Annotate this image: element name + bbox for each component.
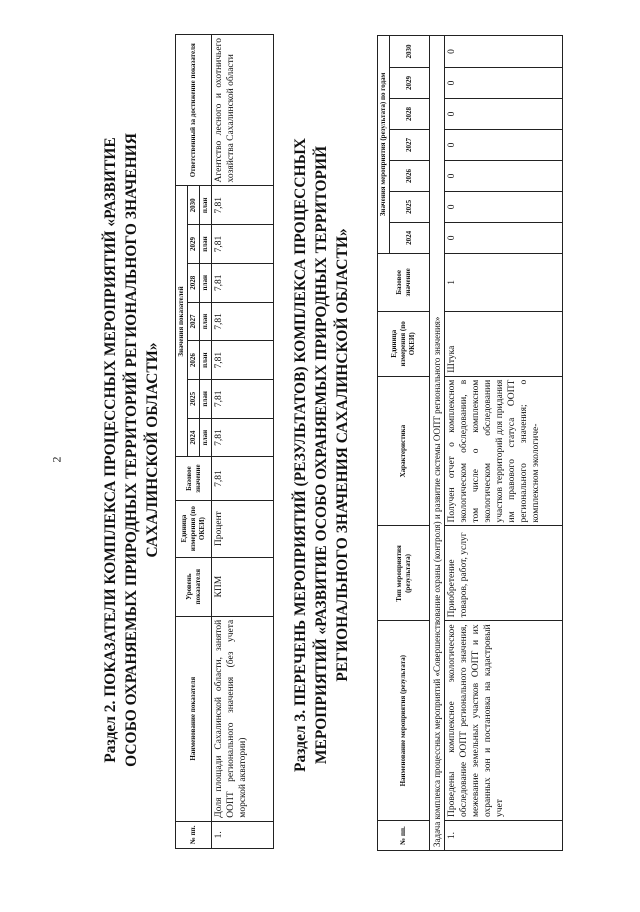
indicator-name: Доля площади Сахалинской области, занятой ООПТ регионального значения (без учета морской акватории) (212, 616, 274, 821)
value-2030: 0 (445, 36, 563, 68)
col-characteristic: Характеристика (378, 376, 430, 526)
col-values-group: Значения показателей (176, 186, 188, 457)
year-2025: 2025 (390, 191, 430, 222)
year-2024: 2024 (188, 418, 200, 457)
value-2025: 7,81 (212, 380, 274, 419)
indicator-level: КПМ (212, 557, 274, 616)
year-2030: 2030 (188, 186, 200, 225)
plan-label: план (200, 225, 212, 264)
year-2025: 2025 (188, 380, 200, 419)
year-2027: 2027 (188, 302, 200, 341)
plan-label: план (200, 380, 212, 419)
year-2024: 2024 (390, 222, 430, 253)
table-row (445, 36, 563, 851)
value-2026: 0 (445, 160, 563, 191)
section-3-title: Раздел 3. ПЕРЕЧЕНЬ МЕРОПРИЯТИЙ (РЕЗУЛЬТАТОВ) КОМПЛЕКСА ПРОЦЕССНЫХ МЕРОПРИЯТИЙ «РАЗВИТИЕ ОСОБО ОХРАНЯЕМЫХ ПРИРОДНЫХ ТЕРРИТОРИЙ РЕГИОНАЛЬНОГО ЗНАЧЕНИЯ САХАЛИНСКОЙ ОБЛАСТИ» (292, 138, 351, 773)
year-2030: 2030 (390, 36, 430, 68)
col-activity-name: Наименование мероприятия (результата) (378, 621, 430, 821)
year-2029: 2029 (390, 68, 430, 99)
page-number: 2 (49, 456, 64, 463)
year-2027: 2027 (390, 130, 430, 161)
activity-characteristic: Получен отчет о комплексном экологическом обследовании, в том числе о комплексном экологическом обследовании участков территорий для придания им правового статуса ООПТ регионального значения; о комплексном экологиче- (445, 376, 563, 526)
col-base-value: Базовое значение (176, 457, 212, 500)
value-2029: 7,81 (212, 225, 274, 264)
indicator-base: 7,81 (212, 457, 274, 500)
row-num: 1. (212, 821, 274, 848)
value-2029: 0 (445, 68, 563, 99)
col-num: № пп. (378, 821, 430, 851)
plan-label: план (200, 186, 212, 225)
col-activity-type: Тип мероприятия (результата) (378, 526, 430, 621)
plan-label: план (200, 302, 212, 341)
activities-table (377, 35, 563, 851)
value-2027: 7,81 (212, 302, 274, 341)
value-2024: 0 (445, 222, 563, 253)
task-row (430, 36, 445, 851)
col-indicator-name: Наименование показателя (176, 616, 212, 821)
year-2026: 2026 (188, 341, 200, 380)
year-2029: 2029 (188, 225, 200, 264)
value-2026: 7,81 (212, 341, 274, 380)
indicator-unit: Процент (212, 500, 274, 557)
value-2024: 7,81 (212, 418, 274, 457)
activity-base: 1 (445, 253, 563, 311)
col-num: № пп. (176, 821, 212, 848)
value-2027: 0 (445, 130, 563, 161)
col-unit: Единица измерения (по ОКЕИ) (176, 500, 212, 557)
year-2028: 2028 (390, 99, 430, 130)
col-base-value: Базовое значение (378, 253, 430, 311)
value-2028: 0 (445, 99, 563, 130)
value-2030: 7,81 (212, 186, 274, 225)
indicators-table (175, 34, 274, 849)
activity-unit: Штука (445, 311, 563, 376)
activities-header-row (378, 36, 390, 851)
col-unit: Единица измерения (по ОКЕИ) (378, 311, 430, 376)
col-values-group: Значения мероприятия (результата) по годам (378, 36, 390, 254)
col-responsible: Ответственный за достижение показателя (176, 35, 212, 186)
plan-label: план (200, 263, 212, 302)
year-2028: 2028 (188, 263, 200, 302)
row-num: 1. (445, 821, 563, 851)
activity-type: Приобретение товаров, работ, услуг (445, 526, 563, 621)
indicators-header-row (176, 35, 188, 849)
task-description: Задача комплекса процессных мероприятий «Совершенствование охраны (контроля) и развитие системы ООПТ регионального значения» (430, 36, 445, 851)
year-2026: 2026 (390, 160, 430, 191)
section-2-title: Раздел 2. ПОКАЗАТЕЛИ КОМПЛЕКСА ПРОЦЕССНЫХ МЕРОПРИЯТИЙ «РАЗВИТИЕ ОСОБО ОХРАНЯЕМЫХ ПРИРОДНЫХ ТЕРРИТОРИЙ РЕГИОНАЛЬНОГО ЗНАЧЕНИЯ САХАЛИНСКОЙ ОБЛАСТИ» (102, 133, 161, 767)
plan-label: план (200, 418, 212, 457)
table-row (212, 35, 274, 849)
plan-label: план (200, 341, 212, 380)
col-level: Уровень показателя (176, 557, 212, 616)
indicator-responsible: Агентство лесного и охотничьего хозяйства Сахалинской области (212, 35, 274, 186)
activity-name: Проведены комплексное экологическое обследование ООПТ регионального значения, межевание земельных участков ООПТ и их охранных зон и постановка на кадастровый учет (445, 621, 563, 821)
value-2028: 7,81 (212, 263, 274, 302)
value-2025: 0 (445, 191, 563, 222)
